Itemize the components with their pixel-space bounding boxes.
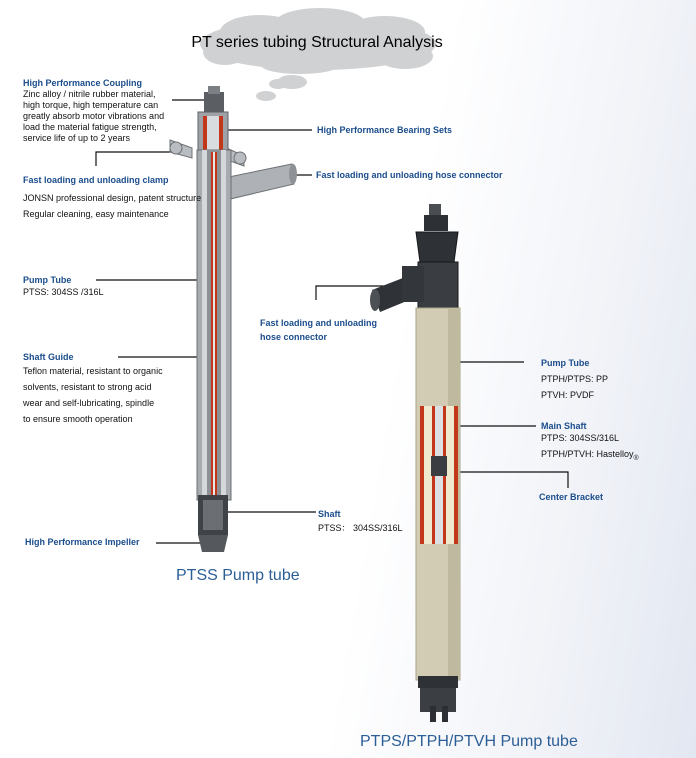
coupling-desc-line: service life of up to 2 years <box>23 133 131 143</box>
right-pump-tube-material: PTPH/PTPS: PP <box>541 374 609 384</box>
main-shaft-material: PTPH/PTVH: Hastelloy <box>541 449 634 459</box>
main-shaft-material: PTPS: 304SS/316L <box>541 433 620 443</box>
hose-connector-heading: Fast loading and unloading hose connector <box>316 170 503 180</box>
clamp-desc-line: Regular cleaning, easy maintenance <box>23 209 169 219</box>
coupling-desc-line: Zinc alloy / nitrile rubber material, <box>23 89 156 99</box>
ptps-caption: PTPS/PTPH/PTVH Pump tube <box>360 733 578 750</box>
coupling-desc-line: load the material fatigue strength, <box>23 122 157 132</box>
shaft-guide-desc-line: wear and self-lubricating, spindle <box>23 398 155 408</box>
ptss-caption: PTSS Pump tube <box>176 567 300 584</box>
bearing-heading: High Performance Bearing Sets <box>317 125 453 135</box>
shaft-guide-desc-line: Teflon material, resistant to organic <box>23 366 163 376</box>
clamp-heading: Fast loading and unloading clamp <box>23 175 169 185</box>
right-pump-tube-material: PTVH: PVDF <box>541 390 595 400</box>
pump-tube-material: PTSS: 304SS /316L <box>23 287 104 297</box>
main-shaft-heading: Main Shaft <box>541 421 587 431</box>
shaft-guide-heading: Shaft Guide <box>23 352 74 362</box>
clamp-desc-line: JONSN professional design, patent structure <box>23 193 202 203</box>
right-hose-heading-line: Fast loading and unloading <box>260 318 377 328</box>
impeller-heading: High Performance Impeller <box>25 537 140 547</box>
shaft-material: PTSS： 304SS/316L <box>318 523 403 533</box>
right-hose-heading-line: hose connector <box>260 332 328 342</box>
coupling-desc-line: high torque, high temperature can <box>23 100 159 110</box>
registered-mark: ® <box>633 454 639 462</box>
shaft-guide-desc-line: to ensure smooth operation <box>23 414 133 424</box>
pump-tube-heading: Pump Tube <box>23 275 72 285</box>
coupling-desc-line: greatly absorb motor vibrations and <box>23 111 165 121</box>
coupling-heading: High Performance Coupling <box>23 78 143 88</box>
right-pump-tube-heading: Pump Tube <box>541 358 590 368</box>
center-bracket-heading: Center Bracket <box>539 492 604 502</box>
shaft-guide-desc-line: solvents, resistant to strong acid <box>23 382 152 392</box>
shaft-heading: Shaft <box>318 509 341 519</box>
page-title: PT series tubing Structural Analysis <box>191 34 443 51</box>
